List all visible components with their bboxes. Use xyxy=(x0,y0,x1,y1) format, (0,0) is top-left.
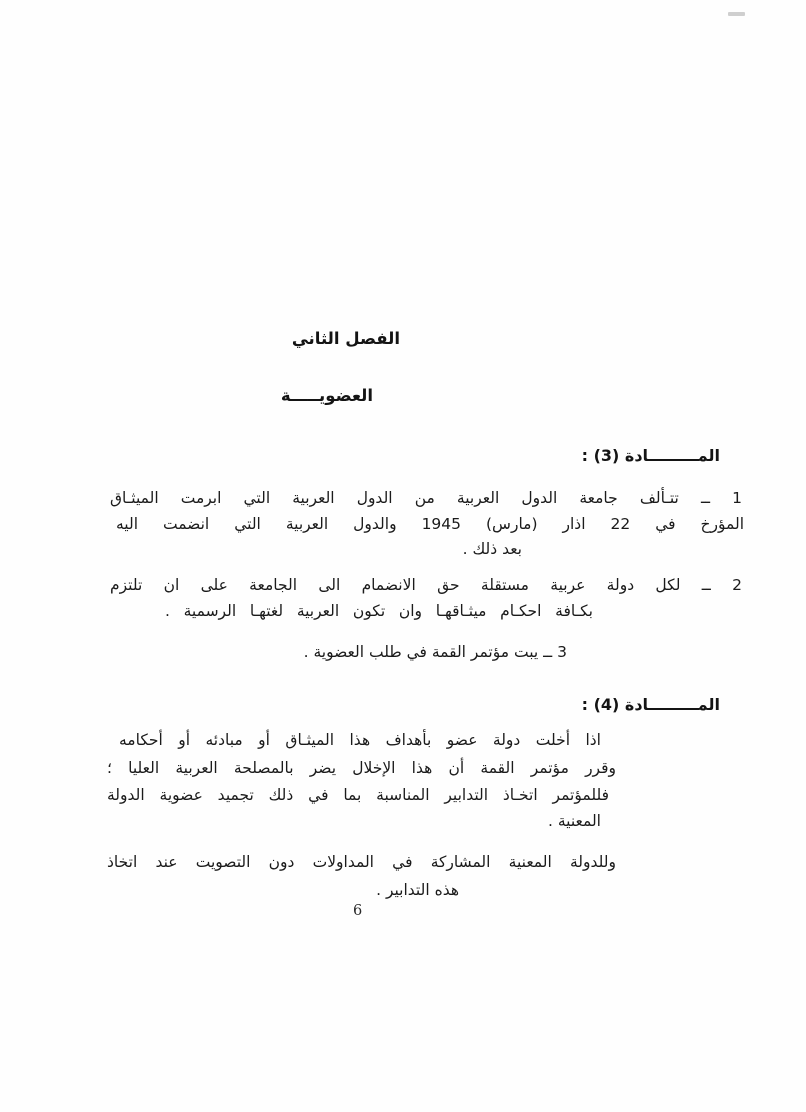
article4-para1-line1: اذا أخلت دولة عضو بأهداف هذا الميثـاق أو مبادئه أو أحكامه xyxy=(119,731,601,749)
article4-para1-line3: فللمؤتمر اتخـاذ التدابير المناسبة بما في ذلك تجميد عضوية الدولة xyxy=(107,786,609,804)
article3-item1-line2: المؤرخ في 22 اذار (مارس) 1945 والدول العربية التي انضمت اليه xyxy=(116,515,745,533)
article4-para2-line2: هذه التدابير . xyxy=(376,881,459,899)
article4-para1-line4: المعنية . xyxy=(548,812,601,830)
article3-item2-line2: بكـافة احكـام ميثـاقهـا وان تكون العربية لغتهـا الرسمية . xyxy=(165,602,593,620)
page-number: 6 xyxy=(353,903,363,919)
section-title: العضويـــــة xyxy=(280,386,373,405)
article-3-heading: المـــــــــادة (3) : xyxy=(581,446,720,465)
scan-artifact-mark xyxy=(728,12,745,16)
article4-para1-line2: وقرر مؤتمر القمة أن هذا الإخلال يضر بالمصلحة العربية العليا ؛ xyxy=(107,759,616,777)
chapter-title: الفصل الثاني xyxy=(291,329,400,348)
article4-para2-line1: وللدولة المعنية المشاركة في المداولات دون التصويت عند اتخاذ xyxy=(107,853,616,871)
article3-item1-line3: بعد ذلك . xyxy=(462,540,522,558)
article3-item1-line1: 1 ــ تتـألف جامعة الدول العربية من الدول العربية التي ابرمت الميثـاق xyxy=(110,489,742,507)
article-4-heading: المـــــــــادة (4) : xyxy=(581,695,720,714)
article3-item3-line1: 3 ــ يبت مؤتمر القمة في طلب العضوية . xyxy=(303,643,567,661)
article3-item2-line1: 2 ــ لكل دولة عربية مستقلة حق الانضمام الى الجامعة على ان تلتزم xyxy=(110,576,742,594)
